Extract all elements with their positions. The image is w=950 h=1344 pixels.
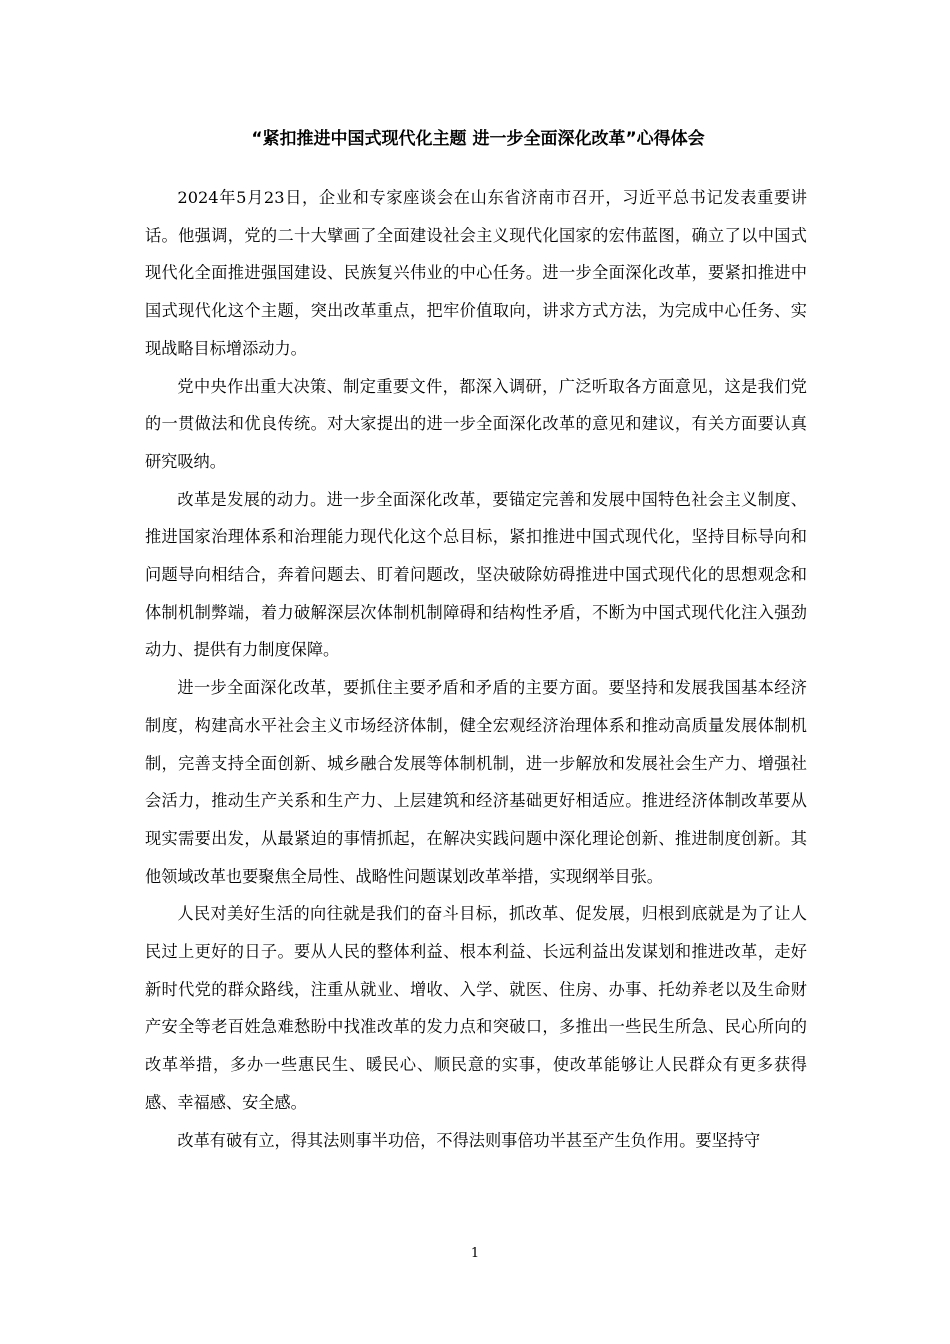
paragraph-4: 进一步全面深化改革，要抓住主要矛盾和矛盾的主要方面。要坚持和发展我国基本经济制度，构建高水平社会主义市场经济体制，健全宏观经济治理体系和推动高质量发展体制机制，完善支持全面创新、城乡融合发展等体制机制，进一步解放和发展社会生产力、增强社会活力，推动生产关系和生产力、上层建筑和经济基础更好相适应。推进经济体制改革要从现实需要出发，从最紧迫的事情抓起，在解决实践问题中深化理论创新、推进制度创新。其他领域改革也要聚焦全局性、战略性问题谋划改革举措，实现纲举目张。 (145, 678, 807, 886)
paragraph-5: 人民对美好生活的向往就是我们的奋斗目标，抓改革、促发展，归根到底就是为了让人民过上更好的日子。要从人民的整体利益、根本利益、长远利益出发谋划和推进改革，走好新时代党的群众路线，注重从就业、增收、入学、就医、住房、办事、托幼养老以及生命财产安全等老百姓急难愁盼中找准改革的发力点和突破口，多推出一些民生所急、民心所向的改革举措，多办一些惠民生、暖民心、顺民意的实事，使改革能够让人民群众有更多获得感、幸福感、安全感。 (145, 904, 807, 1112)
document-title: “紧扣推进中国式现代化主题 进一步全面深化改革”心得体会 (251, 129, 705, 149)
paragraph-6: 改革有破有立，得其法则事半功倍，不得法则事倍功半甚至产生负作用。要坚持守 (177, 1130, 761, 1150)
paragraph-3: 改革是发展的动力。进一步全面深化改革，要锚定完善和发展中国特色社会主义制度、推进国家治理体系和治理能力现代化这个总目标，紧扣推进中国式现代化，坚持目标导向和问题导向相结合，奔着问题去、盯着问题改，坚决破除妨碍推进中国式现代化的思想观念和体制机制弊端，着力破解深层次体制机制障碍和结构性矛盾，不断为中国式现代化注入强劲动力、提供有力制度保障。 (145, 489, 807, 660)
paragraph-1: 2024年5月23日，企业和专家座谈会在山东省济南市召开，习近平总书记发表重要讲话。他强调，党的二十大擘画了全面建设社会主义现代化国家的宏伟蓝图，确立了以中国式现代化全面推进强国建设、民族复兴伟业的中心任务。进一步全面深化改革，要紧扣推进中国式现代化这个主题，突出改革重点，把牢价值取向，讲求方式方法，为完成中心任务、实现战略目标增添动力。 (145, 188, 807, 358)
page-number: 1 (470, 1246, 480, 1261)
paragraph-2: 党中央作出重大决策、制定重要文件，都深入调研，广泛听取各方面意见，这是我们党的一贯做法和优良传统。对大家提出的进一步全面深化改革的意见和建议，有关方面要认真研究吸纳。 (145, 376, 807, 471)
document-body (145, 179, 807, 1159)
